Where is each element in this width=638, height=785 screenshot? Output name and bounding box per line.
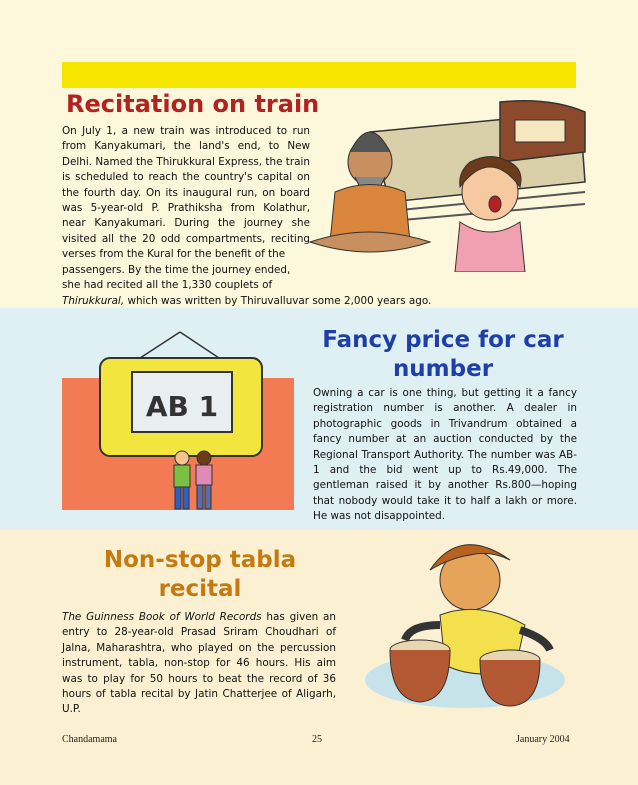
- article-title-recitation: Recitation on train: [66, 90, 320, 118]
- number-plate-illustration: [62, 330, 302, 515]
- tabla-player-illustration: [350, 530, 580, 720]
- article-body-recitation: On July 1, a new train was introduced to run from Kanyakumari, the land's end, to New Delhi. Named the Thirukkural Express, the train is scheduled to reach the country's capital on the fourth day. On its inaugural run, on board was 5-year-old P. Prathiksha from Kolathur, near Kanyakumari. During the journey she visited all the 20 odd compartments, reciting verses from the Kural for the benefit of the: [62, 125, 310, 261]
- article-title-tabla: Non-stop tabla recital: [103, 547, 297, 602]
- footer-issue-date: January 2004: [516, 734, 570, 745]
- article-body-tabla: The Guinness Book of World Records has given an entry to 28-year-old Prasad Sriram Choudhari of Jalna, Maharashtra, who played on the percussion instrument, tabla, non-stop for 46 hours. His aim was to play for 50 hours to beat the record of 36 hours of tabla recital by Jatin Chatterjee of Aligarh, U.P.: [62, 611, 336, 716]
- plate-text: AB 1: [145, 390, 219, 423]
- train-sage-girl-illustration: [300, 92, 590, 272]
- footer-page-number: 25: [312, 734, 322, 745]
- article-title-car-number: Fancy price for car number: [322, 327, 564, 382]
- header-bar: [62, 62, 576, 88]
- footer-magazine-name: Chandamama: [62, 734, 117, 745]
- article-body-recitation-end: passengers. By the time the journey ended, she had recited all the 1,330 couplets of Thirukkural, which was written by Thiruvalluvar some 2,000 years ago.: [62, 264, 432, 307]
- article-body-car-number: Owning a car is one thing, but getting it a fancy registration number is another. A dealer in photographic goods in Trivandrum obtained a fancy number at an auction conducted by the Regional Transport Authority. The number was AB-1 and the bid went up to Rs.49,000. The gentleman raised it by another Rs.800—hoping that nobody would take it to half a lakh or more. He was not disappointed.: [313, 387, 577, 523]
